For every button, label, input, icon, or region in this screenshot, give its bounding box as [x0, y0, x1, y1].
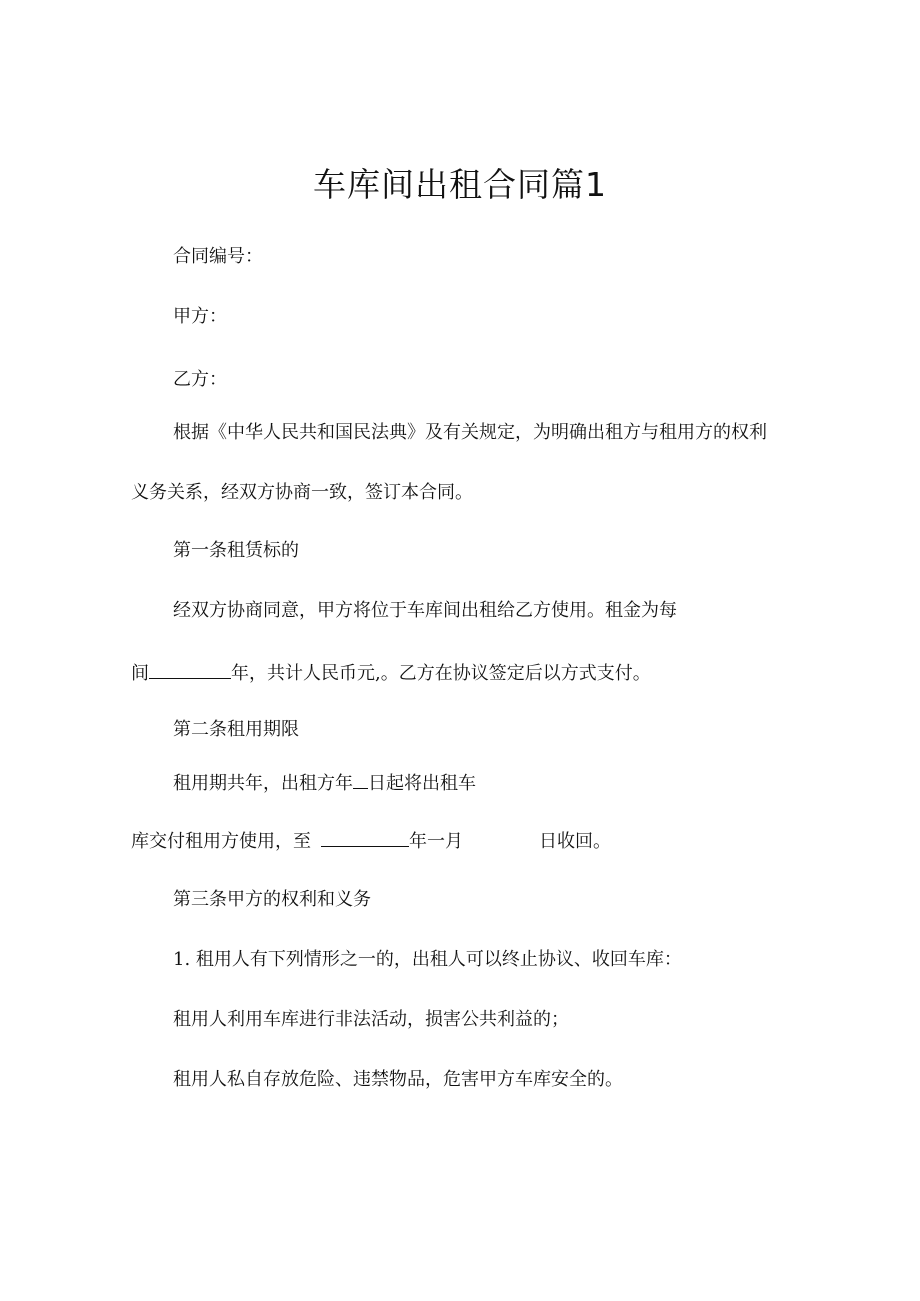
article-1-text-line-1: 经双方协商同意，甲方将位于车库间出租给乙方使用。租金为每: [173, 600, 677, 621]
party-b-line: 乙方：: [173, 369, 227, 390]
article-2-heading: 第二条租用期限: [173, 719, 299, 740]
article-2-text-line-2: [131, 829, 611, 854]
intro-paragraph-line-1: 根据《中华人民共和国民法典》及有关规定，为明确出租方与租用方的权利: [173, 422, 767, 443]
article-1-text-line-2: [131, 661, 651, 686]
blank-underline: [321, 829, 409, 847]
document-title: 车库间出租合同篇1: [313, 165, 607, 204]
article-3-heading: 第三条甲方的权利和义务: [173, 889, 371, 910]
blank-underline: [353, 771, 368, 789]
party-a-line: 甲方：: [173, 306, 227, 327]
article-2-text-part-d: 年一月: [409, 831, 463, 852]
article-3-item-1: 1. 租用人有下列情形之一的，出租人可以终止协议、收回车库：: [173, 949, 682, 970]
article-2-text-line-1: [173, 771, 476, 796]
article-1-heading: 第一条租赁标的: [173, 540, 299, 561]
blank-underline: [149, 661, 231, 679]
article-3-item-1b: 租用人私自存放危险、违禁物品，危害甲方车库安全的。: [173, 1069, 623, 1090]
contract-number-line: 合同编号：: [173, 246, 263, 267]
article-2-text-part-a: 租用期共年，出租方年: [173, 773, 353, 794]
article-1-text-part-b: 年，共计人民币元,。乙方在协议签定后以方式支付。: [231, 663, 651, 684]
article-2-text-part-b: 日起将出租车: [368, 773, 476, 794]
article-2-text-part-c: 库交付租用方使用，至: [131, 831, 311, 852]
article-3-item-1a: 租用人利用车库进行非法活动，损害公共利益的；: [173, 1009, 569, 1030]
intro-paragraph-line-2: 义务关系，经双方协商一致，签订本合同。: [131, 482, 473, 503]
article-1-text-part-a: 间: [131, 663, 149, 684]
article-2-text-part-e: 日收回。: [539, 831, 611, 852]
